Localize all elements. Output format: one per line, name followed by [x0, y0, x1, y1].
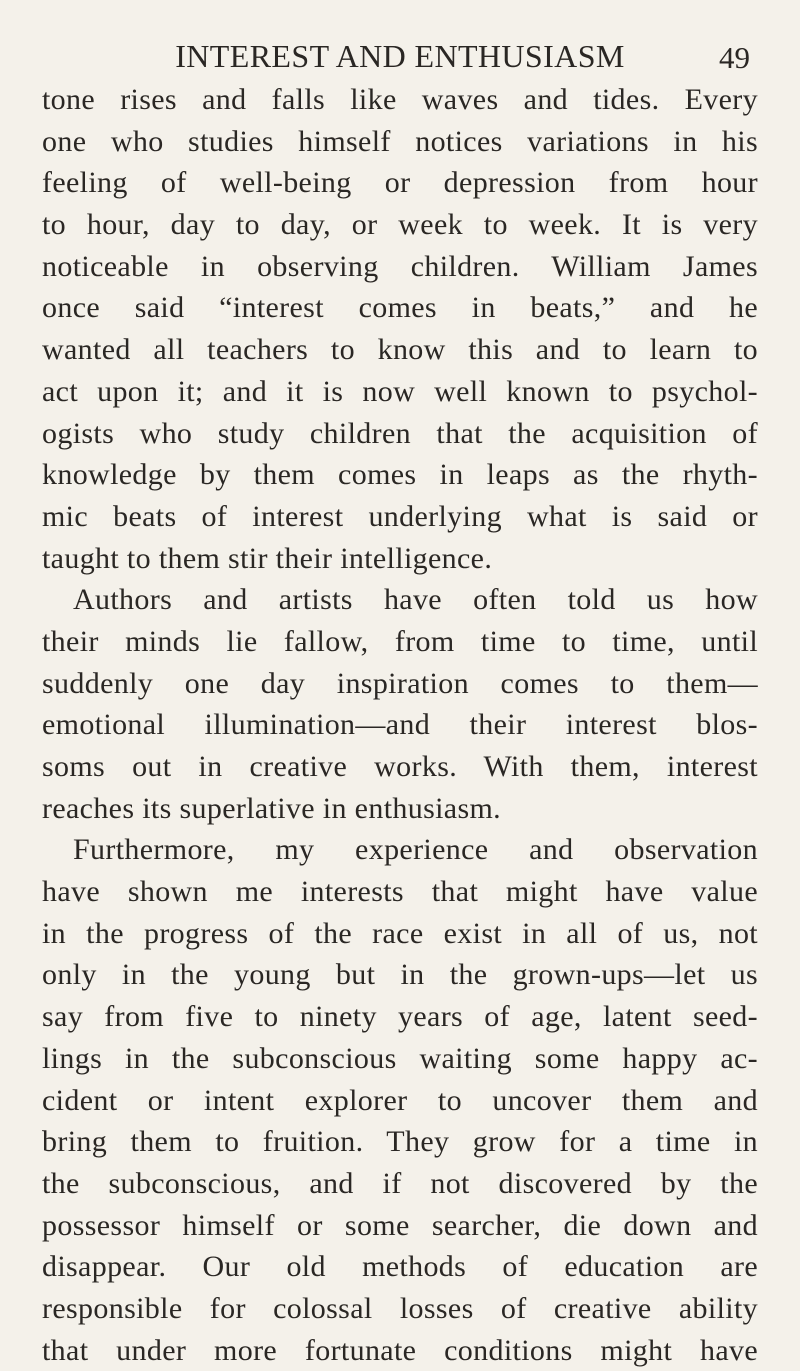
text-line: taught to them stir their intelligence. — [42, 541, 493, 575]
text-line: responsible for colossal losses of creative ability — [42, 1291, 758, 1325]
body-text — [42, 79, 758, 1371]
text-line: once said “interest comes in beats,” and he — [42, 291, 758, 325]
text-line: reaches its superlative in enthusiasm. — [42, 791, 502, 825]
text-line: ogists who study children that the acquisition of — [42, 416, 758, 450]
text-line: soms out in creative works. With them, interest — [42, 750, 758, 783]
text-line: their minds lie fallow, from time to time, until — [42, 624, 758, 658]
text-line: only in the young but in the grown-ups—let us — [42, 958, 758, 992]
text-line: suddenly one day inspiration comes to them— — [42, 666, 758, 700]
text-line: wanted all teachers to know this and to learn to — [42, 333, 758, 367]
text-line: act upon it; and it is now well known to psychol- — [42, 374, 758, 408]
text-line: Furthermore, my experience and observation — [73, 833, 758, 867]
text-line: noticeable in observing children. William James — [42, 249, 758, 283]
running-head-title: INTEREST AND ENTHUSIASM — [175, 38, 625, 74]
running-head — [0, 36, 800, 76]
text-line: bring them to fruition. They grow for a time in — [42, 1125, 758, 1159]
page-number: 49 — [719, 40, 750, 75]
text-line: mic beats of interest underlying what is said or — [42, 499, 758, 533]
text-line: cident or intent explorer to uncover them and — [42, 1083, 758, 1117]
text-line: tone rises and falls like waves and tides. Every — [42, 83, 758, 116]
text-line: that under more fortunate conditions might have — [42, 1333, 758, 1367]
text-line: possessor himself or some searcher, die down and — [42, 1208, 758, 1242]
text-line: say from five to ninety years of age, latent seed- — [42, 1000, 758, 1034]
text-line: knowledge by them comes in leaps as the rhyth- — [42, 458, 758, 492]
text-line: to hour, day to day, or week to week. It is very — [42, 208, 758, 242]
text-line: lings in the subconscious waiting some happy ac- — [42, 1041, 758, 1075]
text-line: have shown me interests that might have value — [42, 875, 758, 909]
text-line: emotional illumination—and their interest blos- — [42, 708, 758, 742]
text-line: the subconscious, and if not discovered by the — [42, 1166, 758, 1200]
text-line: one who studies himself notices variations in his — [42, 124, 758, 158]
text-line: in the progress of the race exist in all of us, not — [42, 916, 758, 950]
text-line: feeling of well-being or depression from hour — [42, 166, 758, 200]
text-line: disappear. Our old methods of education are — [42, 1250, 758, 1284]
text-line: Authors and artists have often told us how — [73, 583, 758, 617]
